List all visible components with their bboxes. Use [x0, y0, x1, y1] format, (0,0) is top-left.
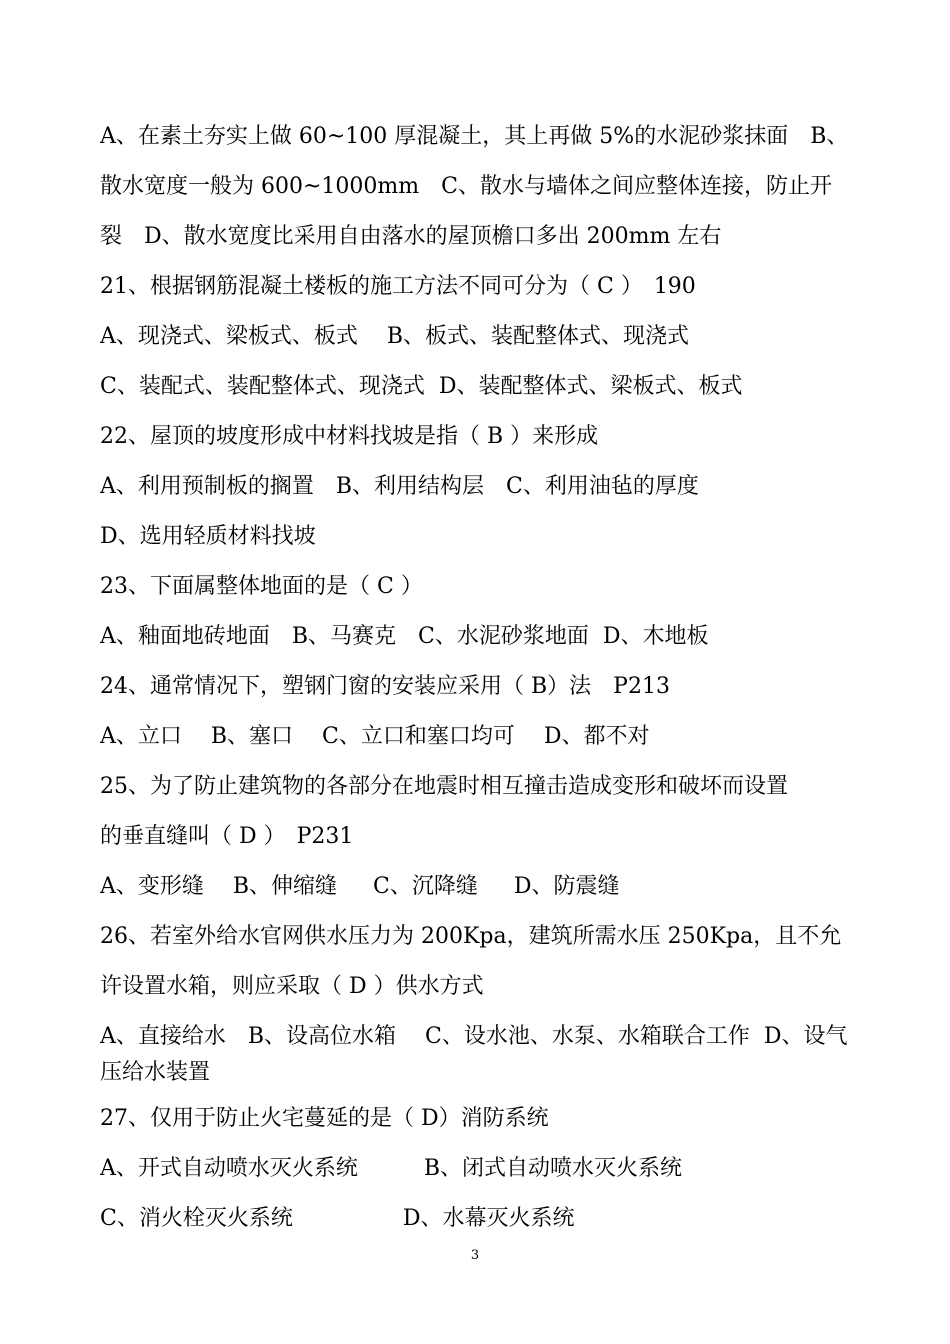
question-25-continued: 的垂直缝叫（ D ） P231 [100, 824, 354, 849]
document-body [100, 112, 852, 1244]
text-line: 裂 D、散水宽度比采用自由落水的屋顶檐口多出 200mm 左右 [100, 224, 722, 249]
question-26-options-continued: 压给水装置 [100, 1060, 211, 1085]
question-25-options: A、变形缝 B、伸缩缝 C、沉降缝 D、防震缝 [100, 874, 620, 899]
question-24: 24、通常情况下，塑钢门窗的安装应采用（ B）法 P213 [100, 674, 670, 699]
question-22: 22、屋顶的坡度形成中材料找坡是指（ B ）来形成 [100, 424, 599, 449]
question-21: 21、根据钢筋混凝土楼板的施工方法不同可分为（ C ） 190 [100, 274, 696, 299]
text-line: A、在素土夯实上做 60~100 厚混凝土，其上再做 5%的水泥砂浆抹面 B、 [100, 124, 849, 149]
question-22-option-d: D、选用轻质材料找坡 [100, 524, 316, 549]
question-27: 27、仅用于防止火宅蔓延的是（ D）消防系统 [100, 1106, 549, 1131]
question-21-options-ab: A、现浇式、梁板式、板式 B、板式、装配整体式、现浇式 [100, 324, 690, 349]
question-26-options: A、直接给水 B、设高位水箱 C、设水池、水泵、水箱联合工作 D、设气 [100, 1024, 848, 1049]
page-number: 3 [470, 1248, 480, 1263]
question-22-options-abc: A、利用预制板的搁置 B、利用结构层 C、利用油毡的厚度 [100, 474, 699, 499]
question-23-options: A、釉面地砖地面 B、马赛克 C、水泥砂浆地面 D、木地板 [100, 624, 709, 649]
question-24-options: A、立口 B、塞口 C、立口和塞口均可 D、都不对 [100, 724, 650, 749]
question-25: 25、为了防止建筑物的各部分在地震时相互撞击造成变形和破坏而设置 [100, 774, 788, 799]
question-23: 23、下面属整体地面的是（ C ） [100, 574, 423, 599]
question-27-options-cd: C、消火栓灭火系统 D、水幕灭火系统 [100, 1206, 575, 1231]
question-26-continued: 许设置水箱，则应采取（ D ）供水方式 [100, 974, 484, 999]
question-26: 26、若室外给水官网供水压力为 200Kpa，建筑所需水压 250Kpa，且不允 [100, 924, 842, 949]
question-21-options-cd: C、装配式、装配整体式、现浇式 D、装配整体式、梁板式、板式 [100, 374, 743, 399]
question-27-options-ab: A、开式自动喷水灭火系统 B、闭式自动喷水灭火系统 [100, 1156, 683, 1181]
text-line: 散水宽度一般为 600~1000mm C、散水与墙体之间应整体连接，防止开 [100, 174, 832, 199]
